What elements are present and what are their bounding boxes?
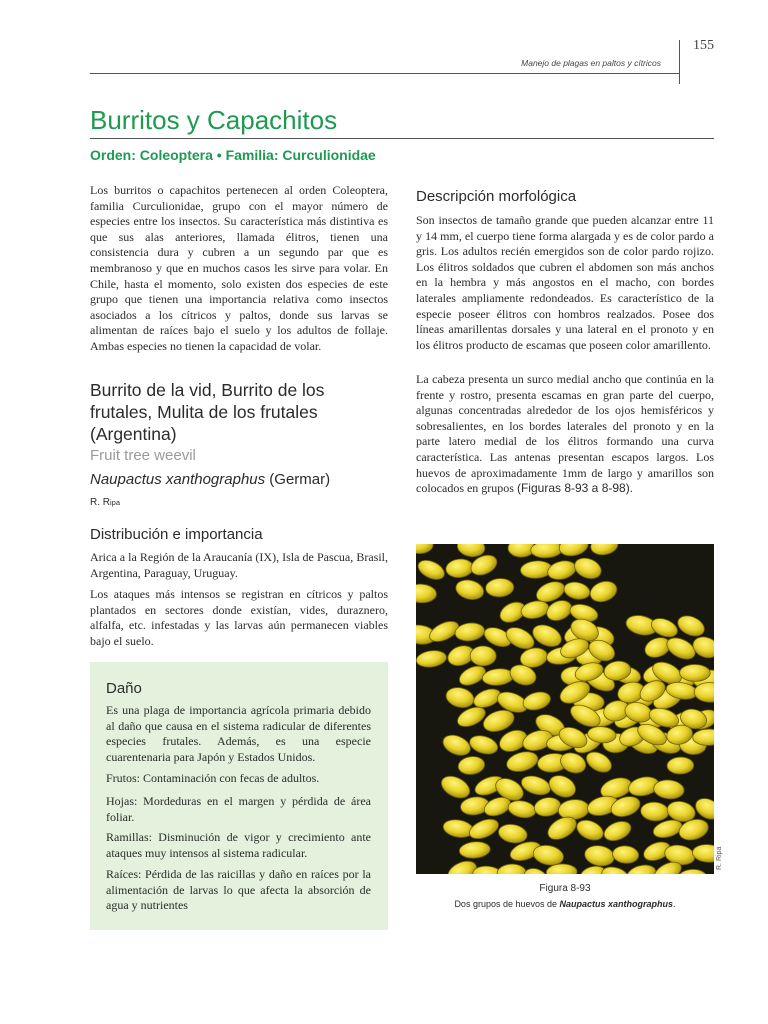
morfologia-heading: Descripción morfológica: [416, 188, 577, 205]
morfologia-p2: La cabeza presenta un surco medial ancho que continúa en la frente y rostro, presenta escamas en gran parte del cuerpo, algunas concentradas alrededor de los ojos hemisféricos y sobresalientes, en los bordes laterales del pronoto y en la parte latero medial de los élitros formando una curva característica. Las antenas presentan escapos largos. Los huevos de aproximadamente 1mm de largo y amarillos son colocados en grupos (Figuras 8-93 a 8-98).: [416, 372, 714, 496]
egg: [470, 646, 496, 666]
header-vertical-rule: [679, 40, 680, 84]
page-title: Burritos y Capachitos: [90, 105, 338, 135]
distribucion-p2: Los ataques más intensos se registran en cítricos y paltos plantados en sectores donde existían, vides, duraznero, alfalfa, etc. infestadas y las larvas aún permanecen viables bajo el suelo.: [90, 587, 388, 648]
species-credit: R. Ripa: [90, 497, 121, 508]
distribucion-heading: Distribución e importancia: [90, 526, 263, 543]
egg-cluster-illustration: [416, 544, 714, 874]
dano-hojas: Hojas: Mordeduras en el margen y pérdida de área foliar.: [106, 794, 371, 824]
taxonomy-subtitle: Orden: Coleoptera • Familia: Curculionidae: [90, 147, 376, 163]
figure-reference-link[interactable]: (Figuras 8-93 a 8-98): [516, 481, 630, 496]
species-scientific-name: Naupactus xanthographus: [90, 471, 266, 488]
title-rule: [90, 138, 714, 139]
dano-raices: Raíces: Pérdida de las raicillas y daño en raíces por la alimentación de larvas lo que afecta la absorción de agua y nutrientes: [106, 867, 371, 913]
dano-p1: Es una plaga de importancia agrícola primaria debido al daño que causa en el sistema radicular de diferentes especies frutales. Además, es una especie cuarentenaria para Japón y Estados Unidos.: [106, 703, 371, 764]
intro-paragraph: Los burritos o capachitos pertenecen al orden Coleoptera, familia Curculionidae, grupo con el mayor número de especies entre los insectos. Su característica más distintiva es que sus alas anteriores, llamada élitros, tienen una consistencia dura y cubren a un segundo par que es membranoso y que en muchos casos les sirve para volar. En Chile, hasta el momento, solo existen dos especies de este grupo que tienen una importancia relativa como insectos asociados a los cítricos y paltos, donde sus larvas se alimentan de raíces bajo el suelo y los adultos de follaje. Ambas especies no tienen la capacidad de volar.: [90, 183, 388, 353]
species-english-name: Fruit tree weevil: [90, 447, 196, 464]
figure-label: Figura 8-93: [539, 883, 591, 894]
egg-cluster-photo: [416, 544, 714, 874]
egg: [667, 757, 694, 775]
species-scientific-line: [90, 471, 388, 488]
dano-heading: Daño: [106, 680, 142, 697]
dano-frutos: Frutos: Contaminación con fecas de adultos.: [106, 771, 320, 785]
species-author: (Germar): [269, 471, 331, 488]
egg: [680, 664, 711, 681]
species-common-names: Burrito de la vid, Burrito de los frutales, Mulita de los frutales (Argentina): [90, 380, 325, 444]
distribucion-p1: Arica a la Región de la Araucanía (IX), Isla de Pascua, Brasil, Argentina, Paraguay, Uruguay.: [90, 550, 388, 580]
morfologia-p1: Son insectos de tamaño grande que pueden alcanzar entre 11 y 14 mm, el cuerpo tiene forma alargada y es de color pardo a gris. Los adultos recién emergidos son de color pardo rojizo. Los élitros soldados que cubren el abdomen son más anchos en la hembra y más angostos en el macho, con bordes laterales ampliamente redondeados. Es característico de la especie poseer élitros con hombros realzados. Posee dos líneas amarillentas dorsales y una lateral en el pronoto y en los élitros producto de escamas que poseen color amarillento.: [416, 213, 714, 352]
dano-ramillas: Ramillas: Disminución de vigor y crecimiento ante ataques muy intensos al sistema radicular.: [106, 830, 371, 860]
running-title: Manejo de plagas en paltos y cítricos: [521, 58, 661, 68]
header-rule: [90, 73, 679, 74]
figure-caption: Dos grupos de huevos de Naupactus xanthographus.: [454, 899, 676, 909]
page-number: 155: [693, 38, 714, 53]
photo-credit: R. Ripa: [716, 846, 723, 870]
